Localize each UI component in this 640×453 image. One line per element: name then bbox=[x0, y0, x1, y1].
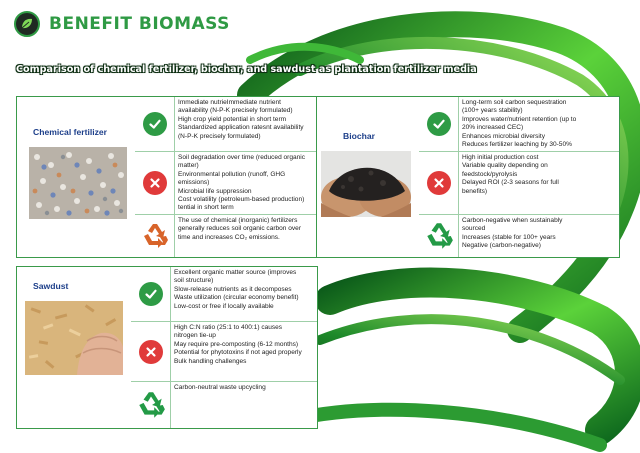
biochar-title: Biochar bbox=[343, 131, 375, 141]
cross-icon bbox=[143, 171, 167, 195]
recycle-orange-icon bbox=[140, 221, 170, 251]
page-subtitle: Comparison of chemical fertilizer, biochar, and sawdust as plantation fertilizer media bbox=[16, 64, 477, 75]
biochar-side-column bbox=[317, 97, 419, 257]
check-icon bbox=[143, 112, 167, 136]
chemical-advantages-row bbox=[135, 97, 317, 151]
biochar-disadvantages-text: High initial production cost Variable quality depending on feedstock/pyrolysis Delayed ROI (2-3 seasons for full benefits) bbox=[462, 154, 559, 195]
biochar-panel bbox=[316, 96, 620, 258]
chemical-rows bbox=[135, 97, 317, 257]
biochar-advantages-row bbox=[419, 97, 619, 151]
cross-icon bbox=[139, 340, 163, 364]
sawdust-disadvantages-row bbox=[131, 321, 317, 381]
check-icon bbox=[427, 112, 451, 136]
biochar-rows bbox=[419, 97, 619, 257]
sawdust-advantages-text: Excellent organic matter source (improves soil structure) Slow-release nutrients as it decomposes Waste utilization (circular economy benefit) Low-cost or free if locally available bbox=[174, 269, 299, 310]
sawdust-carbon-text: Carbon-neutral waste upcycling bbox=[174, 384, 266, 391]
biochar-disadvantages-row bbox=[419, 151, 619, 214]
chemical-advantages-text: Immediate nutrieImmediate nutrient availability (N-P-K precisely formulated) High crop yield potential in short term Standardized application ratesnt availability (N-P-K precisely formulated) bbox=[178, 99, 304, 140]
check-icon bbox=[139, 282, 163, 306]
brand-name: BENEFIT BIOMASS bbox=[49, 14, 230, 34]
biochar-carbon-text: Carbon-negative when sustainably sourced Increases (stable for 100+ years Negative (carbon-negative) bbox=[462, 217, 563, 250]
sawdust-title: Sawdust bbox=[33, 281, 69, 291]
header bbox=[14, 10, 230, 38]
sawdust-disadvantages-text: High C:N ratio (25:1 to 400:1) causes nitrogen tie-up May require pre-composting (6-12 months) Potential for phytotoxins if not aged properly Bulk handling challenges bbox=[174, 324, 302, 365]
biochar-advantages-text: Long-term soil carbon sequestration (100+ years stability) Improves water/nutrient retention (up to 20% increased CEC) Enhances microbial diversity Reduces fertilizer leaching by 30-50% bbox=[462, 99, 577, 149]
chemical-carbon-row bbox=[135, 214, 317, 257]
chemical-disadvantages-row bbox=[135, 151, 317, 214]
sawdust-panel bbox=[16, 266, 318, 429]
chemical-carbon-text: The use of chemical (inorganic) fertilizers generally reduces soil organic carbon over time and increases CO₂ emissions. bbox=[178, 217, 302, 241]
chemical-title: Chemical fertilizer bbox=[33, 127, 108, 137]
chemical-fertilizer-panel bbox=[16, 96, 318, 258]
recycle-green-icon bbox=[135, 389, 167, 421]
chemical-side-column bbox=[17, 97, 135, 257]
chemical-disadvantages-text: Soil degradation over time (reduced organic matter) Environmental pollution (runoff, GHG emissions) Microbial life suppression Cost volatility (petroleum-based production) tential in short term bbox=[178, 154, 306, 212]
brand-logo bbox=[14, 11, 40, 37]
biochar-in-hands-image bbox=[321, 151, 411, 217]
sawdust-side-column bbox=[17, 267, 131, 428]
biochar-carbon-row bbox=[419, 214, 619, 257]
sawdust-rows bbox=[131, 267, 317, 428]
recycle-green-icon bbox=[423, 220, 455, 252]
fertilizer-granules-image bbox=[29, 147, 127, 219]
cross-icon bbox=[427, 171, 451, 195]
sawdust-in-hand-image bbox=[25, 301, 123, 375]
leaf-icon bbox=[19, 16, 35, 32]
sawdust-carbon-row bbox=[131, 381, 317, 428]
sawdust-advantages-row bbox=[131, 267, 317, 321]
